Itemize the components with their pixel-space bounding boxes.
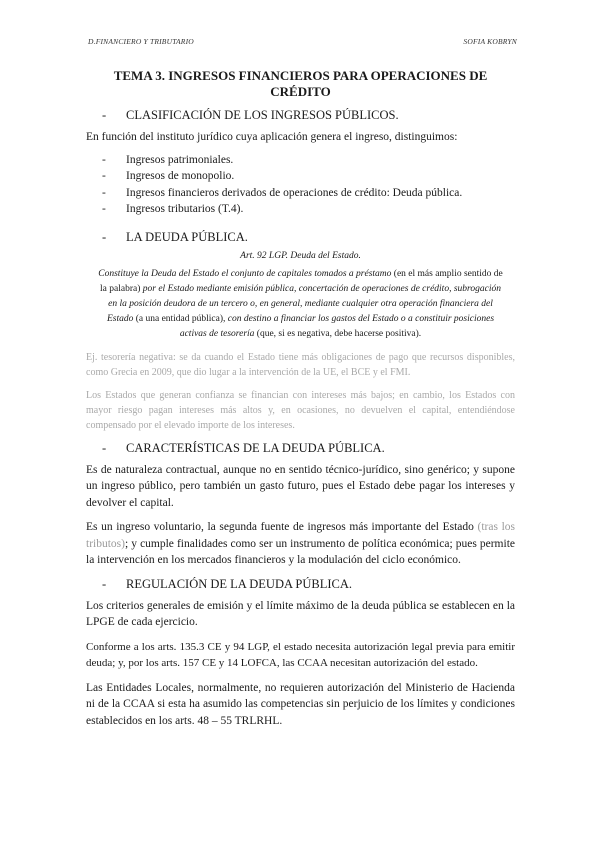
bullet-dash: - [102, 108, 107, 122]
list-item [86, 152, 515, 169]
quote-italic: por el Estado mediante emisión pública, concertación de operaciones de crédito, subrogación en la posición deudora de un tercero o, en general, mediante cualquier otra operación financiera del Estado [106, 283, 501, 324]
text-run: Es un ingreso voluntario, la segunda fuente de ingresos más importante del Estado [86, 521, 478, 533]
section-heading-label: REGULACIÓN DE LA DEUDA PÚBLICA. [126, 576, 353, 591]
section-heading-clasificacion [86, 108, 515, 123]
bullet-dash: - [102, 170, 106, 182]
section-heading-deuda [86, 230, 515, 245]
running-header-left: D.FINANCIERO Y TRIBUTARIO [88, 37, 194, 46]
characteristics-paragraph [86, 519, 515, 569]
list-item [86, 168, 515, 185]
section-heading-caracteristicas [86, 441, 515, 456]
list-item-text: Ingresos de monopolio. [126, 170, 235, 182]
grey-text-run: (tras los tributos) [86, 521, 515, 550]
quote-italic: Constituye la Deuda del Estado el conjunto de capitales tomados a préstamo [98, 268, 392, 279]
quote-italic: con destino a financiar los gastos del Estado o a constituir posiciones activas de tesorería [179, 313, 495, 339]
quote-normal: (que, si es negativa, debe hacerse positiva). [254, 328, 422, 339]
income-types-list [86, 152, 515, 218]
legal-quote [96, 267, 505, 342]
regulation-paragraph: Los criterios generales de emisión y el límite máximo de la deuda pública se establecen en la LPGE de cada ejercicio. [86, 599, 515, 628]
bullet-dash: - [102, 203, 106, 215]
section-heading-regulacion [86, 577, 515, 592]
bullet-dash: - [102, 186, 106, 199]
list-item-text: Ingresos financieros derivados de operaciones de crédito: Deuda pública. [126, 186, 463, 199]
running-header-right: SOFIA KOBRYN [463, 37, 517, 46]
interest-note: Los Estados que generan confianza se financian con intereses más bajos; en cambio, los Estados con mayor riesgo pagan intereses más altos y, en ocasiones, no devuelven el capital, entendiéndose compensado por el elevado importe de los intereses. [86, 389, 515, 431]
regulation-paragraph: Las Entidades Locales, normalmente, no requieren autorización del Ministerio de Hacienda ni de la CCAA si esta ha asumido las competencias sin perjuicio de los límites y condiciones establecidos en los arts. 48 – 55 TRLRHL. [86, 681, 515, 727]
list-item-text: Ingresos tributarios (T.4). [126, 203, 244, 215]
bullet-dash: - [102, 153, 106, 166]
section-heading-label: CARACTERÍSTICAS DE LA DEUDA PÚBLICA. [126, 440, 385, 455]
example-note: Ej. tesorería negativa: se da cuando el Estado tiene más obligaciones de pago que recursos disponibles, como Grecia en 2009, que dio lugar a la intervención de la UE, el BCE y el FMI. [86, 351, 515, 378]
section-heading-label: CLASIFICACIÓN DE LOS INGRESOS PÚBLICOS. [126, 108, 399, 122]
characteristics-paragraph: Es de naturaleza contractual, aunque no en sentido técnico-jurídico, sino genérico; y supone un ingreso público, pero también un gasto futuro, pues el Estado debe pagar los intereses y devolver el capital. [86, 463, 515, 509]
page-body [86, 68, 515, 729]
intro-paragraph: En función del instituto jurídico cuya aplicación genera el ingreso, distinguimos: [86, 131, 458, 143]
regulation-paragraph: Conforme a los arts. 135.3 CE y 94 LGP, el estado necesita autorización legal previa para emitir deuda; y, por los arts. 157 CE y 14 LOFCA, las CCAA necesitan autorización del estado. [86, 640, 515, 669]
bullet-dash: - [102, 440, 107, 455]
list-item [86, 201, 515, 218]
quote-normal: (a una entidad pública), [133, 313, 228, 324]
list-item-text: Ingresos patrimoniales. [126, 153, 234, 166]
quote-normal: (en el más amplio sentido de la palabra) [100, 268, 503, 294]
bullet-dash: - [102, 229, 107, 244]
section-heading-label: LA DEUDA PÚBLICA. [126, 229, 248, 244]
article-reference: Art. 92 LGP. Deuda del Estado. [240, 250, 361, 261]
text-run: ; y cumple finalidades como ser un instrumento de política económica; pues permite la intervención en los mercados financieros y la modulación del ciclo económico. [86, 537, 515, 566]
page-title: TEMA 3. INGRESOS FINANCIEROS PARA OPERACIONES DE CRÉDITO [113, 68, 488, 99]
bullet-dash: - [102, 576, 107, 591]
list-item [86, 185, 515, 202]
